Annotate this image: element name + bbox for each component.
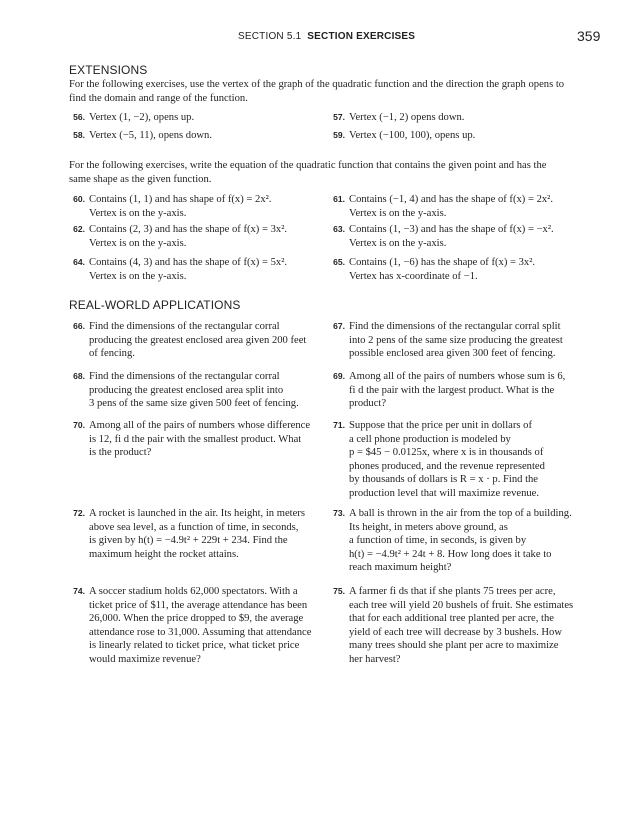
exercise-text: Contains (2, 3) and has the shape of f(x) = 3x². Vertex is on the y-axis. [89, 224, 288, 249]
exercise-number: 56. [73, 112, 85, 122]
exercise-text: Suppose that the price per unit in dollars of a cell phone production is modeled by p = $45 − 0.0125x, where x is in thousands of phones produced, and the revenue represented by thousands of dollars is R = x · p. Find the production level that will maximize revenue. [349, 420, 545, 499]
exercise-number: 69. [333, 371, 345, 381]
exercise-number: 62. [73, 224, 85, 234]
exercise-text: Contains (1, −3) and has the shape of f(x) = −x². Vertex is on the y-axis. [349, 224, 554, 249]
exercise-number: 61. [333, 194, 345, 204]
exercise-text: Contains (−1, 4) and has the shape of f(x) = 2x². Vertex is on the y-axis. [349, 194, 554, 219]
exercise-number: 70. [73, 420, 85, 430]
exercise-number: 71. [333, 420, 345, 430]
extensions-heading: EXTENSIONS [69, 63, 148, 77]
exercise-number: 63. [333, 224, 345, 234]
running-head [238, 31, 415, 42]
exercise-text: Find the dimensions of the rectangular corral producing the greatest enclosed area split into 3 pens of the same size given 500 feet of fencing. [89, 371, 299, 409]
section-label: SECTION 5.1 [238, 31, 302, 42]
exercise-number: 58. [73, 130, 85, 140]
exercise-text: Vertex (−5, 11), opens down. [89, 130, 212, 141]
exercise-number: 64. [73, 257, 85, 267]
exercise-text: Among all of the pairs of numbers whose difference is 12, fi d the pair with the smallest product. What is the product? [89, 420, 311, 458]
exercise-text: Contains (4, 3) and has the shape of f(x) = 5x². Vertex is on the y-axis. [89, 257, 288, 282]
exercise-number: 72. [73, 508, 85, 518]
exercise-text: Vertex (−100, 100), opens up. [349, 130, 476, 141]
exercise-number: 65. [333, 257, 345, 267]
exercise-number: 74. [73, 586, 85, 596]
exercise-text: Among all of the pairs of numbers whose sum is 6, fi d the pair with the largest product. What is the product? [349, 371, 566, 409]
page-number: 359 [577, 28, 601, 44]
extensions-intro-1: For the following exercises, use the vertex of the graph of the quadratic function and the direction the graph opens to find the domain and range of the function. [69, 79, 565, 104]
applications-heading: REAL-WORLD APPLICATIONS [69, 298, 241, 312]
page-header [0, 30, 630, 46]
exercise-number: 67. [333, 321, 345, 331]
exercise-text: A rocket is launched in the air. Its height, in meters above sea level, as a function of time, in seconds, is given by h(t) = −4.9t² + 229t + 234. Find the maximum height the rocket attains. [89, 508, 305, 560]
section-title: SECTION EXERCISES [307, 31, 416, 42]
exercise-text: Contains (1, −6) has the shape of f(x) = 3x². Vertex has x-coordinate of −1. [349, 257, 536, 282]
exercise-number: 73. [333, 508, 345, 518]
exercise-number: 68. [73, 371, 85, 381]
exercise-text: Find the dimensions of the rectangular corral producing the greatest enclosed area given 200 feet of fencing. [89, 321, 307, 359]
exercise-text: Contains (1, 1) and has shape of f(x) = 2x². Vertex is on the y-axis. [89, 194, 272, 219]
exercise-text: Vertex (1, −2), opens up. [89, 112, 195, 123]
exercise-number: 60. [73, 194, 85, 204]
exercise-text: A farmer fi ds that if she plants 75 trees per acre, each tree will yield 20 bushels of fruit. She estimates that for each additional tree planted per acre, the yield of each tree will decrease by 3 bushels. How many trees should she plant per acre to maximize her harvest? [349, 586, 574, 665]
exercise-text: A ball is thrown in the air from the top of a building. Its height, in meters above ground, as a function of time, in seconds, is given by h(t) = −4.9t² + 24t + 8. How long does it take to reach maximum height? [349, 508, 572, 573]
exercise-number: 75. [333, 586, 345, 596]
extensions-intro-2: For the following exercises, write the equation of the quadratic function that contains the given point and has the same shape as the given function. [69, 160, 547, 185]
exercise-text: Vertex (−1, 2) opens down. [349, 112, 465, 123]
exercise-text: A soccer stadium holds 62,000 spectators. With a ticket price of $11, the average attendance has been 26,000. When the price dropped to $9, the average attendance rose to 31,000. Assuming that attendance is linearly related to ticket price, what ticket price would maximize revenue? [89, 586, 312, 665]
exercise-number: 57. [333, 112, 345, 122]
exercise-number: 66. [73, 321, 85, 331]
exercise-text: Find the dimensions of the rectangular corral split into 2 pens of the same size producing the greatest possible enclosed area given 300 feet of fencing. [349, 321, 563, 359]
exercise-number: 59. [333, 130, 345, 140]
